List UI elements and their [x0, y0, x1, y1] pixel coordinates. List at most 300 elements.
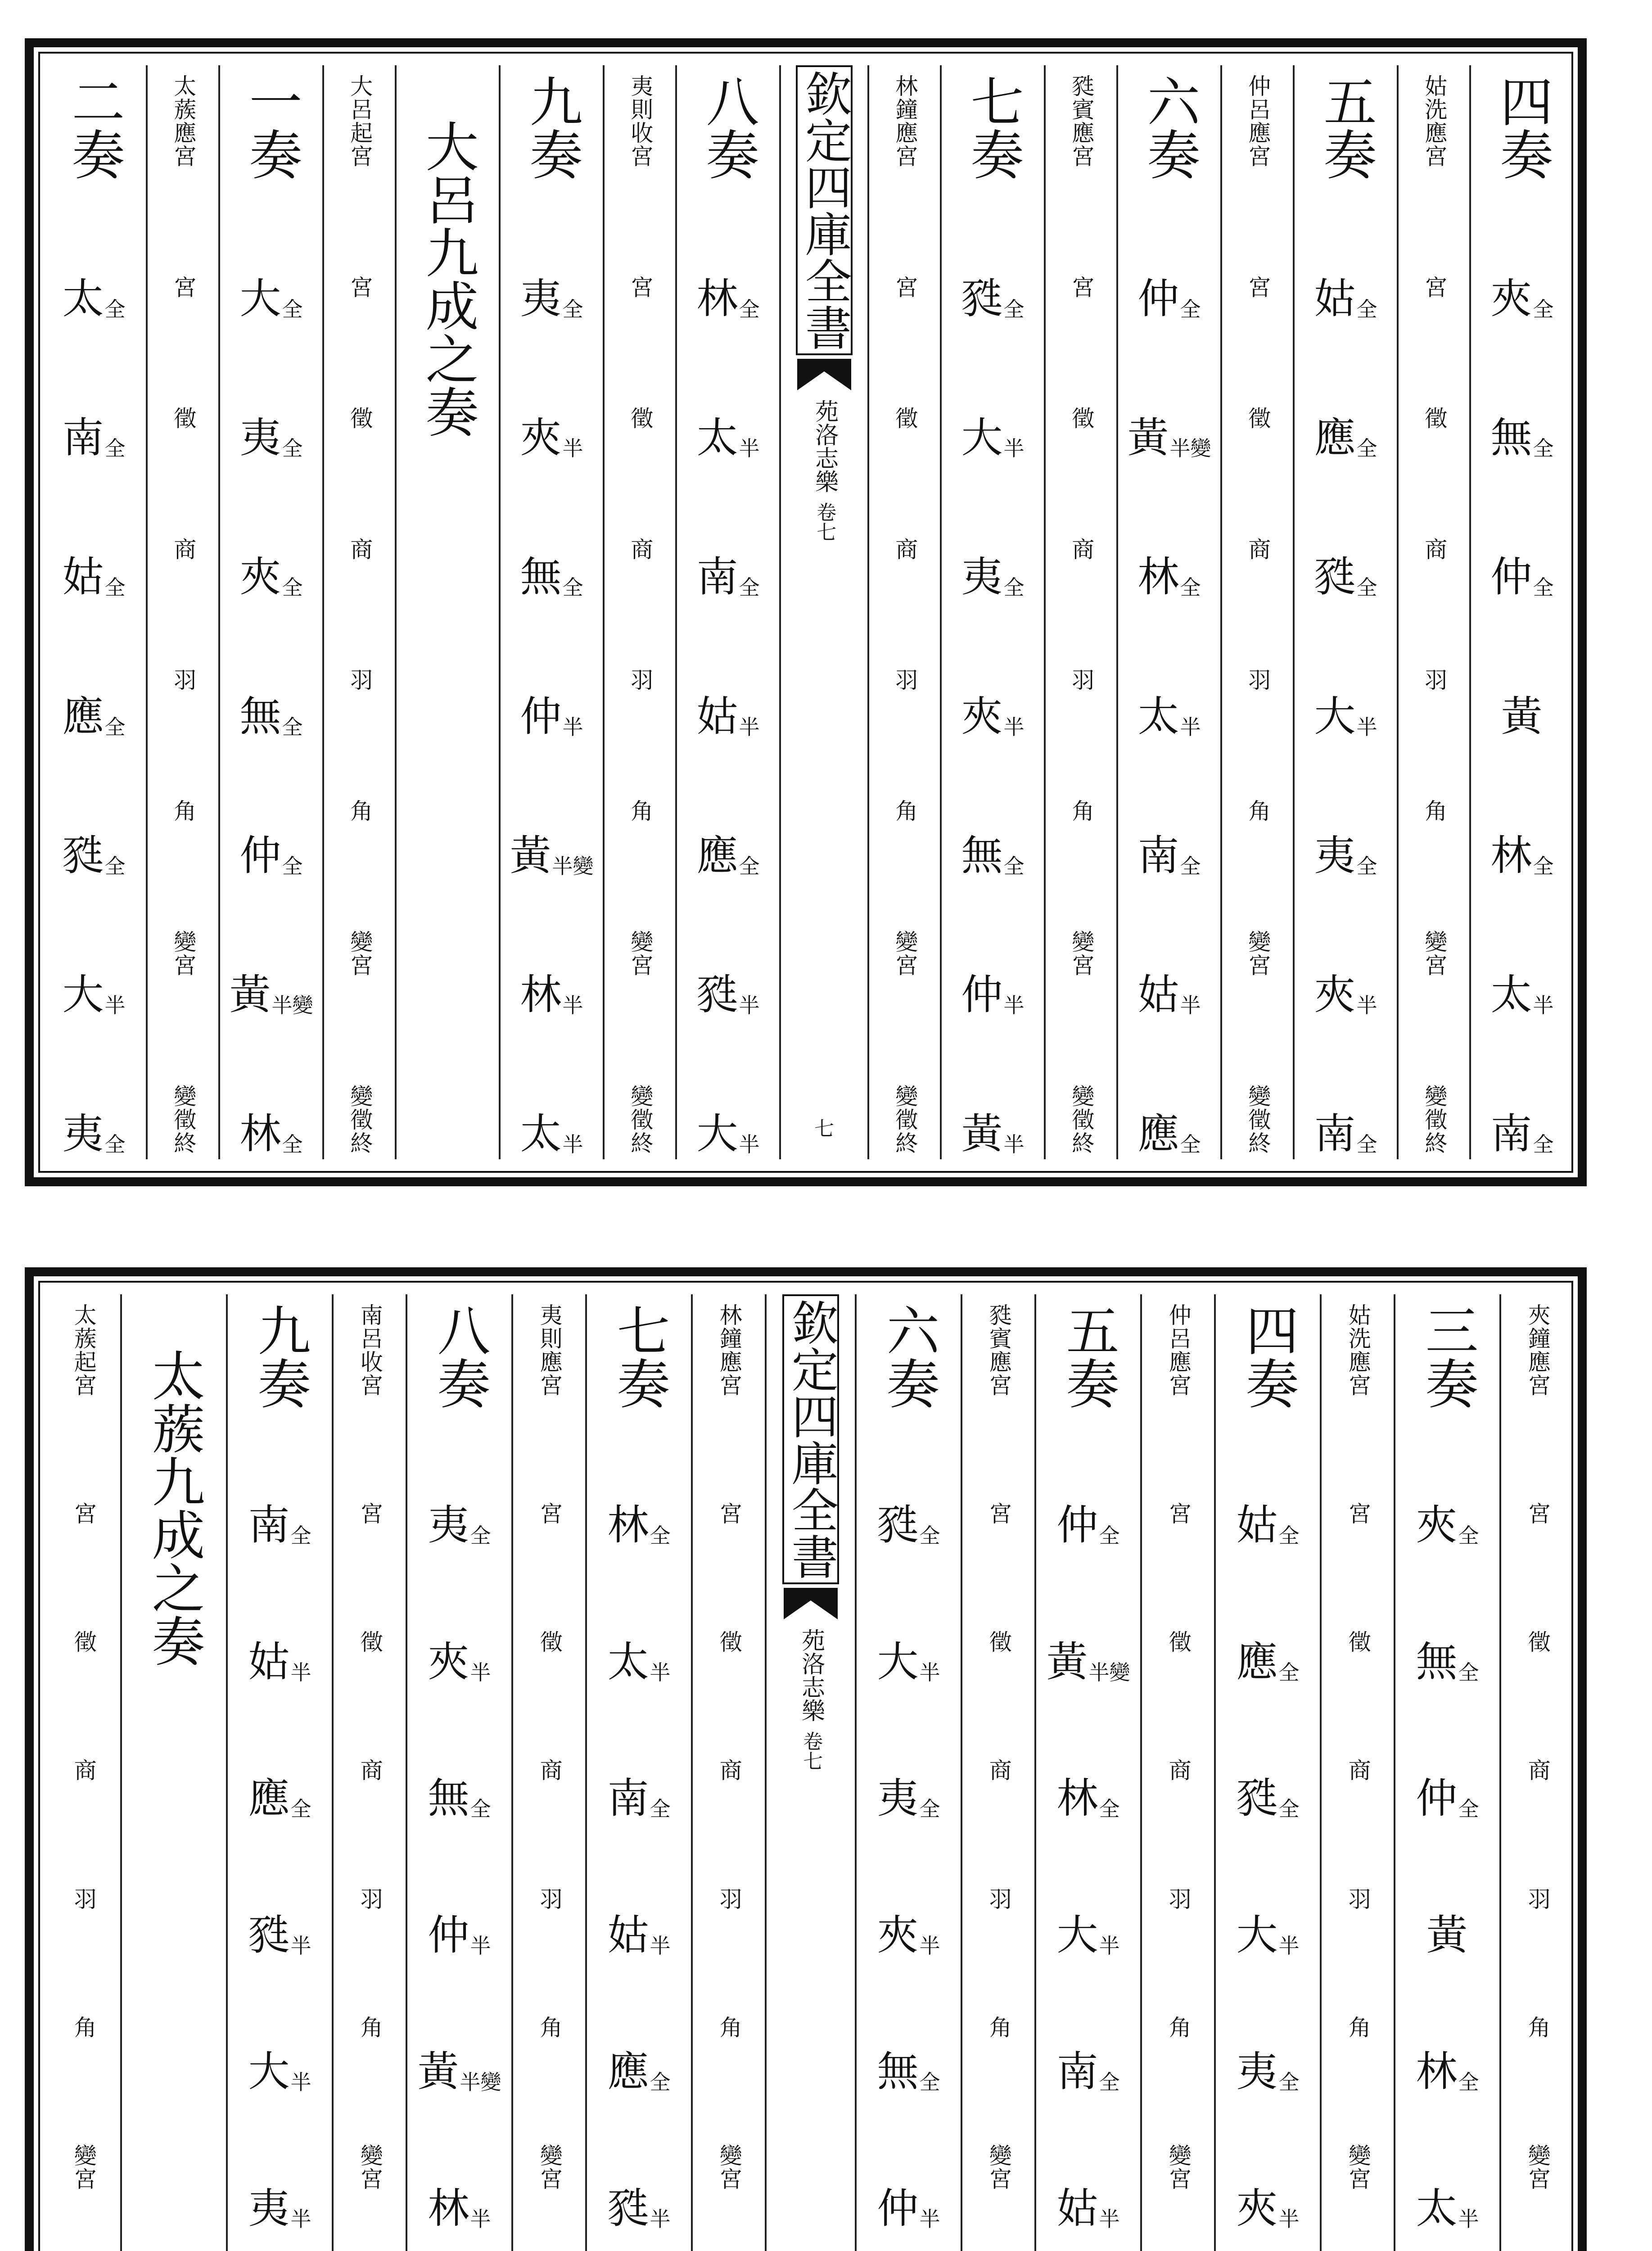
movement-heading: 九奏 [520, 74, 583, 181]
mode-degree: 變徵終 [627, 1084, 654, 1155]
mode-degree: 角 [985, 2015, 1012, 2039]
pitch-name: 林 [520, 970, 562, 1019]
movement-column [499, 65, 603, 1159]
note-annotation: 全 [1356, 1132, 1377, 1157]
note-annotation: 半 [1180, 714, 1201, 739]
pitch-name: 南 [696, 553, 738, 601]
note-annotation: 全 [1458, 2070, 1479, 2095]
note-entry [248, 2184, 311, 2233]
note-entry [62, 275, 126, 323]
note-annotation: 全 [1278, 1797, 1300, 1822]
pitch-name: 甤 [607, 2184, 649, 2233]
mode-degree: 角 [716, 2015, 742, 2039]
note-entry [239, 553, 303, 601]
note-annotation: 全 [1180, 575, 1201, 600]
note-entry [1416, 1501, 1479, 1550]
pitch-name: 無 [1490, 414, 1532, 462]
note-annotation: 全 [282, 297, 303, 322]
note-entry [961, 1109, 1025, 1158]
note-annotation: 半 [1003, 714, 1025, 739]
pitch-name: 無 [239, 692, 281, 741]
note-entry [510, 831, 594, 880]
note-annotation: 半 [1003, 1132, 1025, 1157]
note-entry [239, 1109, 303, 1158]
note-annotation: 全 [1278, 2070, 1300, 2095]
note-entry [248, 1501, 311, 1550]
note-entry [248, 2048, 311, 2096]
mode-degree: 變宮 [1524, 2143, 1551, 2191]
pitch-name: 夾 [1416, 1501, 1458, 1550]
note-entry [428, 1911, 491, 1959]
note-entry [961, 275, 1025, 323]
note-entry [1314, 831, 1377, 880]
pitch-name: 大 [1056, 1911, 1098, 1959]
mode-degree: 羽 [1165, 1887, 1192, 1911]
mode-degree: 角 [1068, 799, 1095, 823]
movement-heading: 七奏 [961, 74, 1024, 181]
pitch-name: 南 [248, 1501, 290, 1550]
mode-column [1140, 1294, 1214, 2251]
movement-heading: 九奏 [248, 1303, 311, 1410]
pitch-name: 夷 [961, 553, 1003, 601]
note-annotation: 全 [1278, 1660, 1300, 1685]
note-entry [1236, 2048, 1300, 2096]
mode-column [867, 65, 940, 1159]
pitch-name: 黃 [1046, 1637, 1088, 1686]
note-annotation: 全 [1533, 297, 1554, 322]
pitch-name: 林 [428, 2184, 469, 2233]
pitch-name: 黃 [229, 970, 271, 1019]
mode-degree: 徵 [985, 1630, 1012, 1654]
note-entry [428, 1501, 491, 1550]
note-entry [520, 692, 583, 741]
mode-column [332, 1294, 406, 2251]
mode-degree: 變宮 [170, 930, 197, 977]
note-entry [877, 1637, 940, 1686]
note-entry [961, 831, 1025, 880]
pitch-name: 應 [1236, 1637, 1278, 1686]
note-entry [1127, 414, 1211, 462]
movement-heading: 四奏 [1237, 1303, 1299, 1410]
note-annotation: 全 [739, 575, 760, 600]
note-entry [607, 1637, 671, 1686]
pitch-name: 南 [1490, 1109, 1532, 1158]
pitch-name: 姑 [1056, 2184, 1098, 2233]
note-entry [961, 553, 1025, 601]
note-entry [696, 831, 760, 880]
pitch-name: 林 [1137, 553, 1179, 601]
mode-degree: 商 [170, 537, 197, 561]
book-title: 苑洛志樂 [811, 399, 838, 493]
pitch-name: 太 [1490, 970, 1532, 1019]
mode-degree: 宮 [1165, 1502, 1192, 1526]
note-entry [877, 2048, 940, 2096]
note-entry [877, 2184, 940, 2233]
mode-degree: 商 [985, 1758, 1012, 1782]
mode-degree: 徵 [1524, 1630, 1551, 1654]
note-entry [1137, 970, 1201, 1019]
note-annotation: 半 [562, 436, 583, 461]
mode-degree: 徵 [170, 406, 197, 430]
mode-degree: 角 [627, 799, 654, 823]
pitch-name: 夾 [239, 553, 281, 601]
mode-degree: 變宮 [716, 2143, 742, 2191]
mode-degree: 徵 [347, 406, 373, 430]
mode-degree: 商 [70, 1758, 97, 1782]
mode-degree: 變宮 [70, 2143, 97, 2191]
mode-degree: 商 [627, 537, 654, 561]
center-margin-column [765, 1294, 855, 2251]
note-entry [520, 553, 583, 601]
pitch-name: 應 [1137, 1109, 1179, 1158]
mode-column [146, 65, 218, 1159]
note-entry [1056, 2184, 1120, 2233]
book-title: 苑洛志樂 [797, 1628, 825, 1722]
pitch-name: 無 [428, 1774, 469, 1823]
note-annotation: 全 [562, 297, 583, 322]
mode-degree: 變宮 [892, 930, 918, 977]
note-annotation: 全 [1533, 1132, 1554, 1157]
note-annotation: 半 [919, 2206, 940, 2231]
note-annotation: 全 [104, 1132, 126, 1157]
note-entry [428, 1774, 491, 1823]
mode-degree: 商 [347, 537, 373, 561]
mode-degree: 角 [1245, 799, 1271, 823]
pitch-name: 黃 [1501, 692, 1543, 741]
pitch-name: 夷 [62, 1109, 104, 1158]
pitch-name: 夷 [239, 414, 281, 462]
pitch-name: 南 [607, 1774, 649, 1823]
pitch-name: 南 [1137, 831, 1179, 880]
note-annotation: 半 [739, 993, 760, 1017]
mode-column [691, 1294, 765, 2251]
note-entry [696, 970, 760, 1019]
mode-degree: 宮 [347, 275, 373, 299]
pitch-name: 夷 [877, 1774, 919, 1823]
pitch-name: 大 [1236, 1911, 1278, 1959]
pitch-name: 林 [1416, 2048, 1458, 2096]
note-entry [877, 1501, 940, 1550]
folio-number: 七 [814, 1117, 834, 1140]
volume-label: 卷七 [813, 502, 836, 542]
mode-degree: 羽 [716, 1887, 742, 1911]
note-annotation: 全 [739, 297, 760, 322]
note-annotation: 全 [1003, 854, 1025, 878]
volume-label: 卷七 [799, 1731, 823, 1771]
mode-degree: 宮 [357, 1502, 383, 1526]
note-annotation: 全 [290, 1797, 311, 1822]
note-entry [239, 831, 303, 880]
note-annotation: 半變 [271, 993, 313, 1017]
movement-column [218, 65, 322, 1159]
pitch-name: 黃 [961, 1109, 1003, 1158]
note-annotation: 全 [1458, 1797, 1479, 1822]
mode-degree: 商 [1245, 537, 1271, 561]
mode-column [46, 1294, 120, 2251]
section-title-column [395, 65, 499, 1159]
note-annotation: 半變 [552, 854, 594, 878]
pitch-name: 無 [877, 2048, 919, 2096]
note-entry [62, 692, 126, 741]
mode-degree: 角 [347, 799, 373, 823]
mode-degree: 角 [170, 799, 197, 823]
mode-column [1397, 65, 1469, 1159]
mode-degree: 宮 [1345, 1502, 1371, 1526]
mode-degree: 羽 [985, 1887, 1012, 1911]
note-annotation: 全 [282, 714, 303, 739]
note-annotation: 全 [650, 1523, 671, 1548]
note-annotation: 半 [562, 714, 583, 739]
note-annotation: 全 [1180, 1132, 1201, 1157]
note-entry [1426, 1911, 1468, 1959]
note-entry [1314, 275, 1377, 323]
pitch-name: 夾 [428, 1637, 469, 1686]
note-annotation: 全 [1356, 297, 1377, 322]
note-annotation: 半 [470, 2206, 491, 2231]
note-entry [1236, 1637, 1300, 1686]
center-margin-column [779, 65, 867, 1159]
mode-degree: 角 [1345, 2015, 1371, 2039]
pitch-name: 夾 [961, 692, 1003, 741]
mode-column [511, 1294, 585, 2251]
mode-degree: 羽 [1421, 668, 1448, 692]
note-entry [62, 553, 126, 601]
movement-column [1469, 65, 1573, 1159]
pitch-name: 甤 [248, 1911, 290, 1959]
note-annotation: 全 [470, 1523, 491, 1548]
pitch-name: 無 [1416, 1637, 1458, 1686]
mode-degree: 變徵終 [1421, 1084, 1448, 1155]
note-annotation: 半 [470, 1660, 491, 1685]
note-annotation: 半 [1099, 2206, 1120, 2231]
mode-degree: 羽 [357, 1887, 383, 1911]
note-entry [696, 692, 760, 741]
pitch-name: 姑 [1137, 970, 1179, 1019]
note-annotation: 全 [104, 436, 126, 461]
mode-degree: 宮 [1068, 275, 1095, 299]
note-entry [62, 831, 126, 880]
note-annotation: 全 [1458, 1660, 1479, 1685]
mode-degree: 徵 [1165, 1630, 1192, 1654]
note-annotation: 半 [1458, 2206, 1479, 2231]
pitch-name: 甤 [62, 831, 104, 880]
mode-degree: 羽 [536, 1887, 563, 1911]
mode-degree: 變宮 [1245, 930, 1271, 977]
note-entry [248, 1637, 311, 1686]
note-annotation: 全 [562, 575, 583, 600]
note-annotation: 全 [282, 854, 303, 878]
mode-column [1220, 65, 1293, 1159]
note-annotation: 半 [470, 1933, 491, 1958]
pitch-name: 黃 [510, 831, 551, 880]
note-entry [520, 414, 583, 462]
mode-heading: 姑洗應宮 [1421, 74, 1448, 168]
note-entry [961, 970, 1025, 1019]
movement-heading: 三奏 [1416, 1303, 1479, 1410]
note-annotation: 半 [562, 1132, 583, 1157]
pitch-name: 林 [1056, 1774, 1098, 1823]
mode-degree: 角 [1421, 799, 1448, 823]
pitch-name: 林 [239, 1109, 281, 1158]
movement-heading: 七奏 [608, 1303, 670, 1410]
mode-degree: 角 [536, 2015, 563, 2039]
mode-degree: 角 [892, 799, 918, 823]
note-entry [520, 275, 583, 323]
pitch-name: 姑 [1314, 275, 1356, 323]
note-entry [239, 414, 303, 462]
mode-degree: 變宮 [1165, 2143, 1192, 2191]
mode-degree: 羽 [170, 668, 197, 692]
pitch-name: 姑 [607, 1911, 649, 1959]
pitch-name: 夷 [428, 1501, 469, 1550]
note-annotation: 半變 [1169, 436, 1211, 461]
note-entry [607, 1911, 671, 1959]
movement-column [585, 1294, 691, 2251]
pitch-name: 南 [1314, 1109, 1356, 1158]
pitch-name: 太 [1137, 692, 1179, 741]
mode-degree: 徵 [70, 1630, 97, 1654]
pitch-name: 姑 [1236, 1501, 1278, 1550]
mode-degree: 羽 [892, 668, 918, 692]
note-annotation: 半 [1356, 993, 1377, 1017]
note-entry [62, 970, 126, 1019]
mode-degree: 宮 [892, 275, 918, 299]
note-entry [1490, 414, 1554, 462]
note-annotation: 全 [1356, 854, 1377, 878]
pitch-name: 太 [696, 414, 738, 462]
page-bottom [25, 1267, 1587, 2251]
mode-degree: 徵 [1421, 406, 1448, 430]
mode-heading: 仲呂應宮 [1165, 1303, 1192, 1397]
pitch-name: 太 [607, 1637, 649, 1686]
mode-degree: 變徵終 [170, 1084, 197, 1155]
mode-column [1044, 65, 1116, 1159]
movement-column [1214, 1294, 1320, 2251]
note-entry [248, 1911, 311, 1959]
mode-heading: 夾鐘應宮 [1524, 1303, 1551, 1397]
pitch-name: 黃 [1426, 1911, 1468, 1959]
note-entry [1490, 1109, 1554, 1158]
pitch-name: 甤 [696, 970, 738, 1019]
mode-degree: 變徵終 [1068, 1084, 1095, 1155]
note-annotation: 半 [1278, 1933, 1300, 1958]
mode-degree: 變宮 [1421, 930, 1448, 977]
note-entry [1236, 1774, 1300, 1823]
movement-heading: 六奏 [1138, 74, 1201, 181]
note-entry [961, 414, 1025, 462]
note-entry [1236, 1501, 1300, 1550]
movement-column [1394, 1294, 1499, 2251]
movement-column [940, 65, 1044, 1159]
mode-degree: 變宮 [627, 930, 654, 977]
note-annotation: 全 [1356, 575, 1377, 600]
movement-column [855, 1294, 961, 2251]
mode-degree: 羽 [347, 668, 373, 692]
mode-degree: 羽 [1068, 668, 1095, 692]
section-title: 大呂九成之奏 [416, 119, 479, 438]
mode-degree: 變宮 [357, 2143, 383, 2191]
note-annotation: 半變 [460, 2070, 501, 2095]
note-annotation: 半 [290, 2206, 311, 2231]
note-entry [1314, 970, 1377, 1019]
pitch-name: 仲 [428, 1911, 469, 1959]
movement-column [675, 65, 779, 1159]
note-entry [696, 414, 760, 462]
mode-degree: 羽 [1345, 1887, 1371, 1911]
note-annotation: 半 [650, 1660, 671, 1685]
note-entry [417, 2048, 501, 2096]
note-annotation: 半 [650, 2206, 671, 2231]
mode-degree: 商 [1524, 1758, 1551, 1782]
fishtail-mark-icon [784, 1588, 838, 1619]
mode-degree: 徵 [1245, 406, 1271, 430]
pitch-name: 仲 [1416, 1774, 1458, 1823]
mode-degree: 徵 [536, 1630, 563, 1654]
mode-degree: 商 [1165, 1758, 1192, 1782]
mode-column [1499, 1294, 1573, 2251]
note-entry [62, 414, 126, 462]
note-entry [696, 553, 760, 601]
mode-degree: 商 [1345, 1758, 1371, 1782]
note-entry [607, 1501, 671, 1550]
pitch-name: 夾 [1236, 2184, 1278, 2233]
book-series-title: 欽定四庫全書 [796, 65, 852, 355]
note-entry [1056, 1501, 1120, 1550]
mode-degree: 商 [536, 1758, 563, 1782]
mode-degree: 徵 [1068, 406, 1095, 430]
pitch-name: 仲 [1137, 275, 1179, 323]
note-annotation: 全 [1180, 854, 1201, 878]
note-entry [877, 1911, 940, 1959]
mode-heading: 仲呂應宮 [1245, 74, 1271, 168]
mode-heading: 甤賓應宮 [1068, 74, 1095, 168]
note-annotation: 半 [290, 2070, 311, 2095]
pitch-name: 大 [1314, 692, 1356, 741]
note-annotation: 全 [1533, 575, 1554, 600]
mode-column [961, 1294, 1034, 2251]
note-annotation: 全 [1099, 1797, 1120, 1822]
note-entry [1236, 1911, 1300, 1959]
mode-degree: 羽 [70, 1887, 97, 1911]
note-annotation: 半 [1180, 993, 1201, 1017]
note-annotation: 半 [650, 1933, 671, 1958]
note-annotation: 全 [104, 854, 126, 878]
note-annotation: 全 [1278, 1523, 1300, 1548]
pitch-name: 南 [62, 414, 104, 462]
pitch-name: 夾 [1490, 275, 1532, 323]
pitch-name: 夷 [520, 275, 562, 323]
movement-column [1116, 65, 1220, 1159]
pitch-name: 大 [696, 1109, 738, 1158]
note-annotation: 全 [650, 1797, 671, 1822]
movement-heading: 六奏 [877, 1303, 940, 1410]
note-entry [1314, 553, 1377, 601]
pitch-name: 南 [1056, 2048, 1098, 2096]
note-entry [1416, 2048, 1479, 2096]
mode-heading: 大呂起宮 [347, 74, 373, 168]
note-entry [1137, 692, 1201, 741]
pitch-name: 夾 [877, 1911, 919, 1959]
note-annotation: 全 [282, 1132, 303, 1157]
note-entry [1046, 1637, 1130, 1686]
note-entry [1490, 275, 1554, 323]
movement-heading: 八奏 [697, 74, 759, 181]
note-entry [520, 1109, 583, 1158]
note-annotation: 全 [104, 297, 126, 322]
pitch-name: 甤 [877, 1501, 919, 1550]
mode-degree: 宮 [627, 275, 654, 299]
note-entry [961, 692, 1025, 741]
